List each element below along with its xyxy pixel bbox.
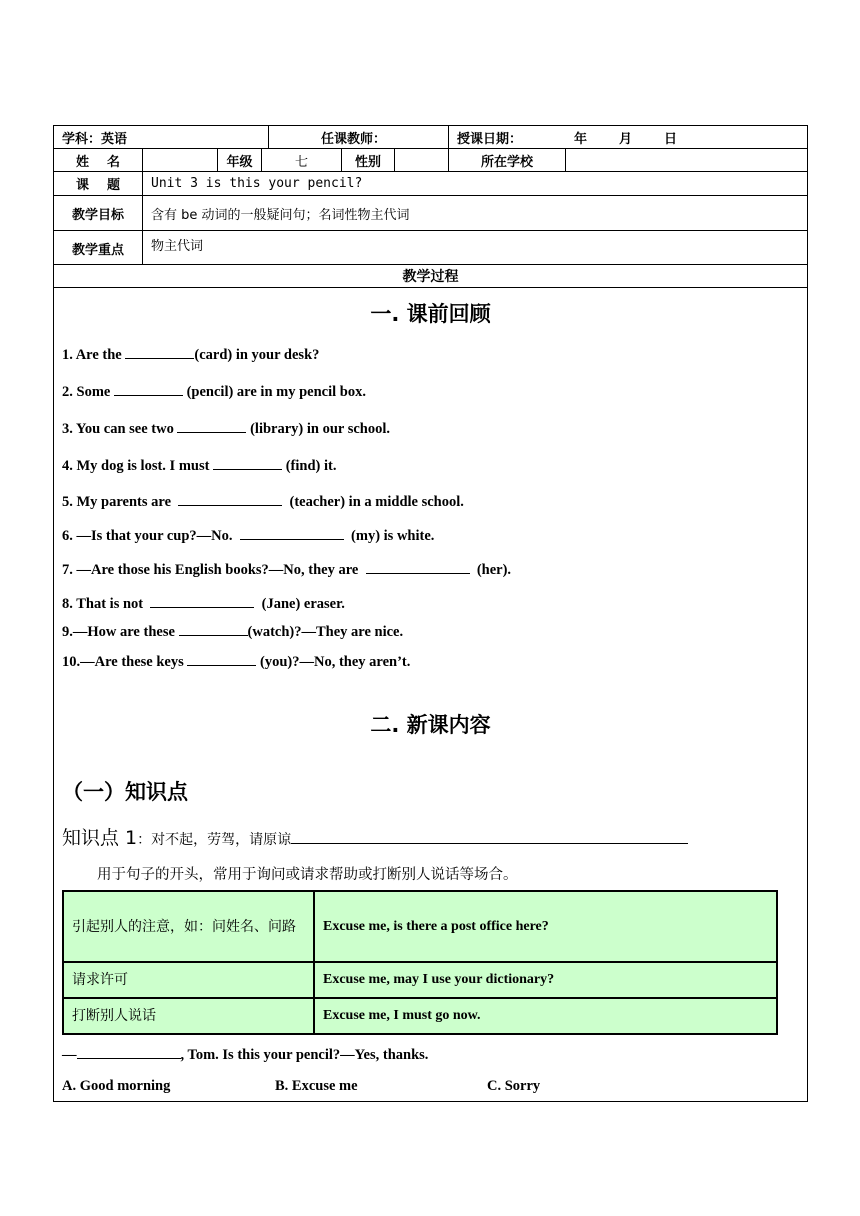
usage-cell: 打断别人说话 bbox=[63, 998, 314, 1034]
name-value-cell[interactable] bbox=[143, 149, 218, 171]
answer-blank[interactable] bbox=[150, 593, 254, 608]
goal-label-cell bbox=[54, 196, 143, 230]
day-label: 日 bbox=[664, 131, 678, 147]
process-label: 教学过程 bbox=[402, 269, 459, 285]
goal-row bbox=[54, 196, 807, 231]
answer-blank[interactable] bbox=[187, 651, 256, 666]
process-row bbox=[54, 265, 807, 288]
answer-blank[interactable] bbox=[178, 491, 282, 506]
answer-blank[interactable] bbox=[177, 418, 246, 433]
table-row bbox=[63, 962, 777, 998]
usage-note: 用于句子的开头，常用于询问或请求帮助或打断别人说话等场合。 bbox=[97, 867, 518, 883]
goal-value-cell bbox=[143, 196, 807, 230]
table-row bbox=[63, 998, 777, 1034]
topic-label-cell bbox=[54, 172, 143, 195]
answer-blank[interactable] bbox=[213, 455, 282, 470]
name-label-cell bbox=[54, 149, 143, 171]
exercise-item: 10.—Are these keys (you)?—No, they aren’t. bbox=[62, 651, 410, 671]
option-c[interactable]: C. Sorry bbox=[487, 1078, 541, 1094]
subject-text: 学科：英语 bbox=[62, 131, 128, 147]
answer-blank[interactable] bbox=[240, 525, 344, 540]
header-row-2 bbox=[54, 149, 807, 172]
knowledge-point-blank[interactable] bbox=[291, 827, 688, 844]
teacher-cell bbox=[269, 126, 449, 148]
answer-blank[interactable] bbox=[77, 1044, 181, 1059]
exercise-item: 5. My parents are (teacher) in a middle school. bbox=[62, 491, 464, 511]
example-cell: Excuse me, is there a post office here? bbox=[314, 891, 777, 962]
exercise-item: 8. That is not (Jane) eraser. bbox=[62, 593, 345, 613]
section1-title: 一. 课前回顾 bbox=[370, 302, 491, 326]
usage-table bbox=[62, 890, 778, 1035]
usage-cell: 引起别人的注意，如：问姓名、问路 bbox=[63, 891, 314, 962]
focus-label: 教学重点 bbox=[71, 243, 124, 258]
knowledge-point-text: ：对不起，劳驾，请原谅 bbox=[137, 832, 292, 848]
lesson-plan-page bbox=[53, 125, 808, 1102]
topic-row bbox=[54, 172, 807, 196]
grade-label-cell bbox=[218, 149, 262, 171]
month-label: 月 bbox=[619, 131, 633, 147]
date-label: 授课日期： bbox=[457, 131, 523, 147]
exercise-item: 7. —Are those his English books?—No, they are (her). bbox=[62, 559, 511, 579]
school-label-cell bbox=[449, 149, 566, 171]
exercise-item: 6. —Is that your cup?—No. (my) is white. bbox=[62, 525, 434, 545]
school-value-cell[interactable] bbox=[566, 149, 807, 171]
exercise-item: 1. Are the (card) in your desk? bbox=[62, 344, 319, 364]
focus-value-cell bbox=[143, 231, 807, 264]
date-cell bbox=[449, 126, 807, 148]
usage-cell: 请求许可 bbox=[63, 962, 314, 998]
table-row bbox=[63, 891, 777, 962]
topic-value-cell bbox=[143, 172, 807, 195]
exercise-item: 4. My dog is lost. I must (find) it. bbox=[62, 455, 336, 475]
subject-cell bbox=[54, 126, 269, 148]
focus-label-cell bbox=[54, 231, 143, 264]
gender-value-cell[interactable] bbox=[395, 149, 449, 171]
practice-question: — , Tom. Is this your pencil?—Yes, thanks. bbox=[62, 1044, 428, 1064]
knowledge-point-line bbox=[62, 823, 688, 850]
section2-title: 二. 新课内容 bbox=[370, 713, 491, 737]
answer-blank[interactable] bbox=[114, 381, 183, 396]
exercise-item: 3. You can see two (library) in our school. bbox=[62, 418, 390, 438]
school-label: 所在学校 bbox=[480, 154, 533, 170]
topic-value: Unit 3 is this your pencil? bbox=[151, 176, 363, 191]
answer-blank[interactable] bbox=[366, 559, 470, 574]
answer-blank[interactable] bbox=[179, 621, 248, 636]
topic-label: 课 题 bbox=[75, 178, 121, 193]
knowledge-point-label: 知识点 1 bbox=[62, 827, 138, 849]
focus-row bbox=[54, 231, 807, 265]
exercise-item: 9.—How are these (watch)?—They are nice. bbox=[62, 621, 403, 641]
header-row-1 bbox=[54, 126, 807, 149]
example-cell: Excuse me, I must go now. bbox=[314, 998, 777, 1034]
grade-value-cell bbox=[262, 149, 342, 171]
gender-label-cell bbox=[342, 149, 395, 171]
teacher-label: 任课教师： bbox=[321, 131, 387, 147]
grade-label: 年级 bbox=[226, 154, 253, 170]
option-b[interactable]: B. Excuse me bbox=[275, 1078, 358, 1094]
exercise-item: 2. Some (pencil) are in my pencil box. bbox=[62, 381, 366, 401]
goal-value: 含有 be 动词的一般疑问句；名词性物主代词 bbox=[151, 207, 410, 223]
gender-label: 性别 bbox=[354, 154, 381, 170]
grade-value: 七 bbox=[294, 154, 308, 170]
goal-label: 教学目标 bbox=[71, 207, 124, 223]
name-label: 姓 名 bbox=[75, 154, 121, 170]
year-label: 年 bbox=[574, 131, 588, 147]
subsection-title: （一）知识点 bbox=[62, 780, 188, 804]
option-a[interactable]: A. Good morning bbox=[62, 1078, 171, 1094]
focus-value: 物主代词 bbox=[151, 239, 204, 254]
example-cell: Excuse me, may I use your dictionary? bbox=[314, 962, 777, 998]
process-label-cell bbox=[54, 265, 807, 287]
answer-blank[interactable] bbox=[125, 344, 194, 359]
